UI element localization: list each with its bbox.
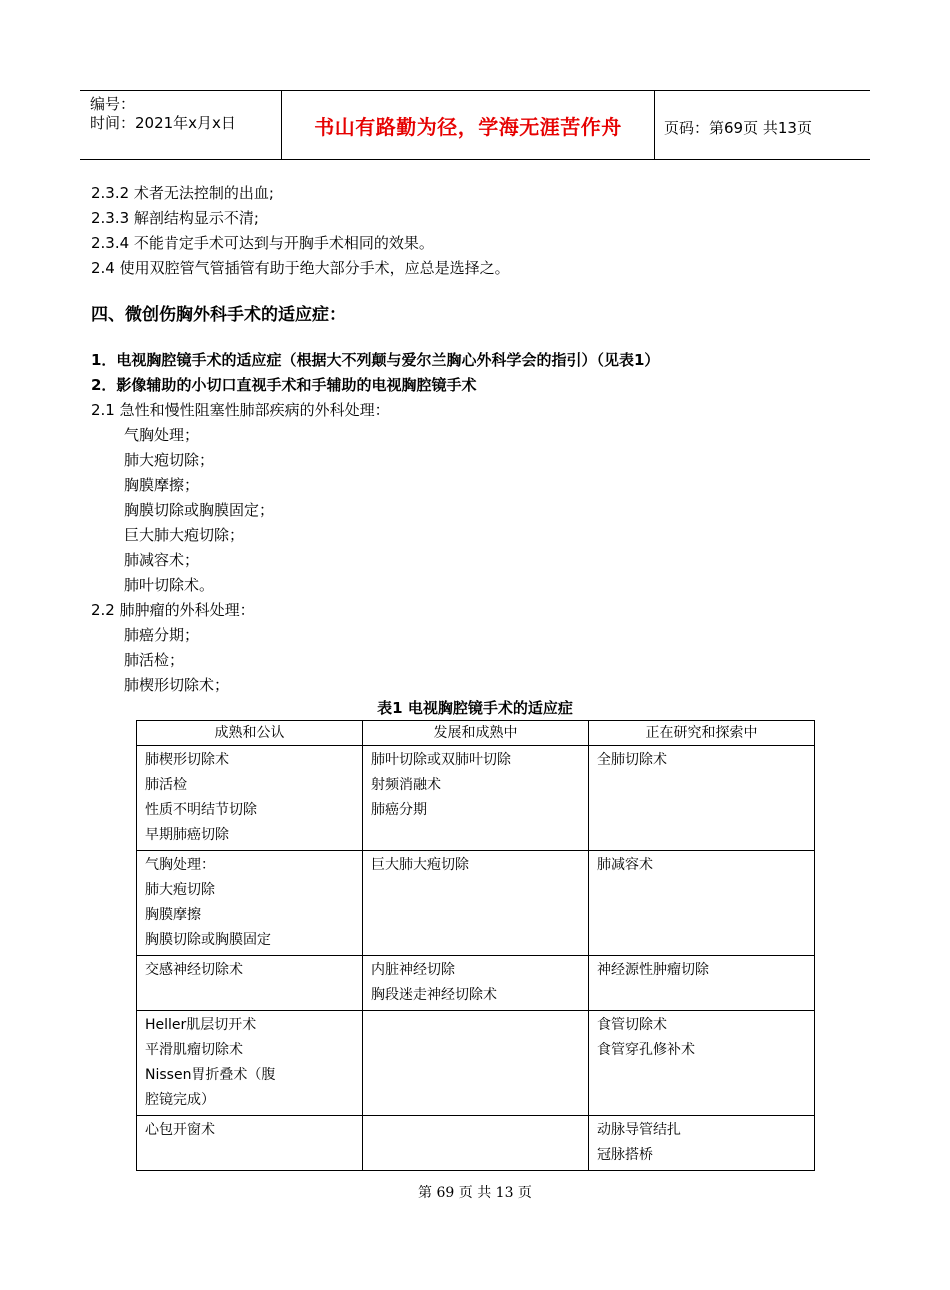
table-cell-line: 肺癌分期	[371, 802, 427, 818]
table-cell-line: 射频消融术	[371, 777, 441, 793]
table-header-cell: 正在研究和探索中	[589, 721, 815, 746]
table-cell-line: 胸膜切除或胸膜固定	[145, 932, 271, 948]
page-header	[80, 90, 870, 160]
table-cell-line: 冠脉搭桥	[597, 1147, 653, 1163]
table-cell-line: 动脉导管结扎	[597, 1122, 681, 1138]
table-cell-line: 胸膜摩擦	[145, 907, 201, 923]
table-cell-line: 心包开窗术	[145, 1122, 215, 1138]
table-cell-line: 胸段迷走神经切除术	[371, 987, 497, 1003]
table-cell-line: Nissen胃折叠术（腹	[145, 1067, 276, 1083]
list-item: 巨大肺大疱切除；	[124, 526, 245, 544]
table-cell	[589, 1011, 815, 1116]
table-row	[137, 956, 815, 1011]
table-row	[137, 746, 815, 851]
table-cell-line: 性质不明结节切除	[145, 802, 257, 818]
table-cell	[137, 956, 363, 1011]
table-cell	[363, 1011, 589, 1116]
table-cell-line: 全肺切除术	[597, 752, 667, 768]
table-cell	[589, 746, 815, 851]
item-2-2: 2.2 肺肿瘤的外科处理：	[91, 601, 255, 619]
list-item: 肺减容术；	[124, 551, 200, 569]
table-cell	[589, 956, 815, 1011]
table-body	[137, 746, 815, 1171]
table-cell-line: 巨大肺大疱切除	[371, 857, 469, 873]
header-page-code: 页码：第69页 共13页	[664, 119, 812, 137]
table-cell-line: 气胸处理：	[145, 857, 215, 873]
paragraph-line: 2.3.3 解剖结构显示不清;	[91, 209, 259, 227]
list-item: 肺活检；	[124, 651, 185, 669]
table-cell	[137, 851, 363, 956]
table-cell-line: 交感神经切除术	[145, 962, 243, 978]
table-cell-line: 腔镜完成）	[145, 1092, 215, 1108]
table-cell-line: 肺减容术	[597, 857, 653, 873]
list-item: 肺楔形切除术；	[124, 676, 230, 694]
table-cell-line: 食管穿孔修补术	[597, 1042, 695, 1058]
table-cell-line: 肺楔形切除术	[145, 752, 229, 768]
table-row	[137, 1011, 815, 1116]
paragraph-line: 2.3.4 不能肯定手术可达到与开胸手术相同的效果。	[91, 234, 434, 252]
section-title: 四、微创伤胸外科手术的适应症：	[91, 305, 346, 325]
table-header-cell: 成熟和公认	[137, 721, 363, 746]
table-cell	[589, 1116, 815, 1171]
table-cell	[363, 956, 589, 1011]
paragraph-line: 2.3.2 术者无法控制的出血;	[91, 184, 274, 202]
table-cell-line: 平滑肌瘤切除术	[145, 1042, 243, 1058]
table-row	[137, 851, 815, 956]
table-cell-line: 食管切除术	[597, 1017, 667, 1033]
subheading: 1．电视胸腔镜手术的适应症（根据大不列颠与爱尔兰胸心外科学会的指引）（见表1）	[91, 351, 660, 369]
table-cell-line: 神经源性肿瘤切除	[597, 962, 709, 978]
indications-table	[136, 720, 815, 1171]
page-footer: 第 69 页 共 13 页	[418, 1185, 532, 1201]
table-cell-line: 肺大疱切除	[145, 882, 215, 898]
table-cell-line: 肺活检	[145, 777, 187, 793]
list-item: 气胸处理；	[124, 426, 200, 444]
table-row	[137, 1116, 815, 1171]
header-divider	[654, 91, 655, 159]
table-cell	[137, 1116, 363, 1171]
table-cell-line: 早期肺癌切除	[145, 827, 229, 843]
table-cell	[137, 746, 363, 851]
list-item: 胸膜摩擦；	[124, 476, 200, 494]
table-header-row	[137, 721, 815, 746]
table-cell-line: 内脏神经切除	[371, 962, 455, 978]
table-cell-line: 肺叶切除或双肺叶切除	[371, 752, 511, 768]
table-cell-line: Heller肌层切开术	[145, 1017, 257, 1033]
header-number-label: 编号：	[90, 95, 136, 113]
table-cell	[589, 851, 815, 956]
paragraph-line: 2.4 使用双腔管气管插管有助于绝大部分手术，应总是选择之。	[91, 259, 510, 277]
table-cell	[137, 1011, 363, 1116]
header-time-label: 时间：2021年x月x日	[90, 114, 236, 132]
header-motto: 书山有路勤为径，学海无涯苦作舟	[314, 115, 622, 139]
list-item: 肺大疱切除；	[124, 451, 215, 469]
list-item: 胸膜切除或胸膜固定；	[124, 501, 275, 519]
table-header-cell: 发展和成熟中	[363, 721, 589, 746]
subheading: 2．影像辅助的小切口直视手术和手辅助的电视胸腔镜手术	[91, 376, 477, 394]
item-2-1: 2.1 急性和慢性阻塞性肺部疾病的外科处理：	[91, 401, 390, 419]
table-cell	[363, 746, 589, 851]
list-item: 肺癌分期；	[124, 626, 200, 644]
header-meta	[90, 95, 236, 133]
table-caption: 表1 电视胸腔镜手术的适应症	[377, 699, 573, 717]
table-cell	[363, 851, 589, 956]
list-item: 肺叶切除术。	[124, 576, 215, 594]
table-cell	[363, 1116, 589, 1171]
